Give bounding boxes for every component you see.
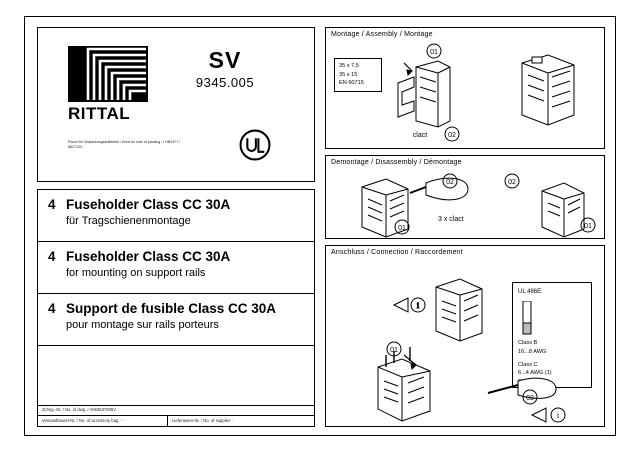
- svg-text:02: 02: [446, 179, 454, 186]
- svg-text:i: i: [556, 411, 560, 420]
- product-name-line-fr: [48, 301, 308, 316]
- connection-info-badge-bottom: [532, 408, 565, 422]
- product-name-line-en: [48, 249, 308, 264]
- product-qty-de: 4: [48, 197, 56, 212]
- rittal-logo: [68, 46, 160, 130]
- assembly-step-badge-02: [445, 127, 459, 141]
- ul-class-c-value-1: 6...4 AWG (1): [518, 370, 552, 377]
- rittal-logo-mark: [68, 46, 148, 102]
- connection-info-badge-top: [394, 298, 425, 312]
- svg-text:01: 01: [398, 225, 406, 232]
- footer-drawing-number: Zchng.-Nr. / No. of dwg. / A063637005V: [42, 407, 117, 413]
- connection-illustration: [326, 257, 604, 425]
- packaging-note: Raum für Verpackungsaufkleber / Area for note of packing / I HB0477 / 8827100 ;: [68, 140, 181, 150]
- brand-header-box: [37, 27, 315, 182]
- title-block: [150, 48, 300, 90]
- connection-panel: [325, 245, 605, 427]
- product-qty-en: 4: [48, 249, 56, 264]
- product-row-de: [38, 190, 314, 242]
- rail-standard-2: 35 x 15: [339, 71, 358, 78]
- product-title-de: Fuseholder Class CC 30A: [66, 197, 231, 212]
- footer-row-supplier: [38, 416, 314, 426]
- product-title-fr: Support de fusible Class CC 30A: [66, 301, 277, 316]
- rail-standard-1: 35 x 7,5: [339, 63, 359, 69]
- connection-panel-title: Anschluss / Connection / Raccordement: [331, 249, 463, 256]
- connection-step-badge-01: [387, 342, 401, 356]
- svg-text:i: i: [416, 301, 420, 310]
- disassembly-panel-title: Demontage / Disassembly / Démontage: [331, 159, 462, 166]
- ul-certification-icon: [238, 128, 272, 162]
- instruction-sheet: [24, 16, 616, 436]
- ul-class-b-value: 16...8 AWG: [518, 348, 547, 355]
- svg-text:02: 02: [526, 395, 534, 402]
- product-desc-de: für Tragschienenmontage: [66, 215, 191, 227]
- svg-text:02: 02: [508, 179, 516, 186]
- footer-supplier-number: Lieferanten-Nr. / No. of supplier :: [167, 416, 314, 426]
- product-qty-fr: 4: [48, 301, 56, 316]
- svg-text:01: 01: [584, 223, 592, 230]
- right-column: [325, 27, 605, 427]
- disassembly-step-badge-02-right: [505, 174, 519, 188]
- product-list-box: [37, 189, 315, 427]
- product-row-fr: [38, 294, 314, 346]
- product-desc-fr: pour montage sur rails porteurs: [66, 319, 219, 331]
- footer-row-drawing: [38, 406, 314, 416]
- product-title-en: Fuseholder Class CC 30A: [66, 249, 231, 264]
- ul-class-c-title: Class C: [518, 361, 538, 368]
- svg-text:01: 01: [390, 347, 398, 354]
- assembly-step-badge-01: [427, 44, 441, 58]
- assembly-panel-title: Montage / Assembly / Montage: [331, 31, 433, 38]
- rittal-wordmark: RITTAL: [68, 104, 131, 123]
- product-row-en: [38, 242, 314, 294]
- page-title: SV: [208, 47, 242, 73]
- assembly-clact-label: clact: [412, 132, 428, 139]
- part-number: 9345.005: [195, 75, 255, 91]
- rail-standard-3: EN 60715: [339, 80, 364, 87]
- assembly-illustration: [326, 39, 604, 149]
- product-name-line-de: [48, 197, 308, 212]
- disassembly-panel: [325, 155, 605, 239]
- svg-text:02: 02: [448, 132, 456, 139]
- document-footer: [38, 405, 314, 426]
- ul-class-b-title: Class B: [518, 340, 538, 347]
- left-column: [37, 27, 315, 427]
- disassembly-clact-label: 3 x clact: [438, 216, 464, 223]
- footer-packing-number: Versandbeutel-Nr. / No. of accessory bag : -: [42, 417, 124, 423]
- svg-text:01: 01: [430, 49, 438, 56]
- product-desc-en: for mounting on support rails: [66, 267, 206, 279]
- ul-spec-heading: UL 486E: [518, 289, 542, 295]
- assembly-panel: [325, 27, 605, 149]
- disassembly-illustration: [326, 167, 604, 239]
